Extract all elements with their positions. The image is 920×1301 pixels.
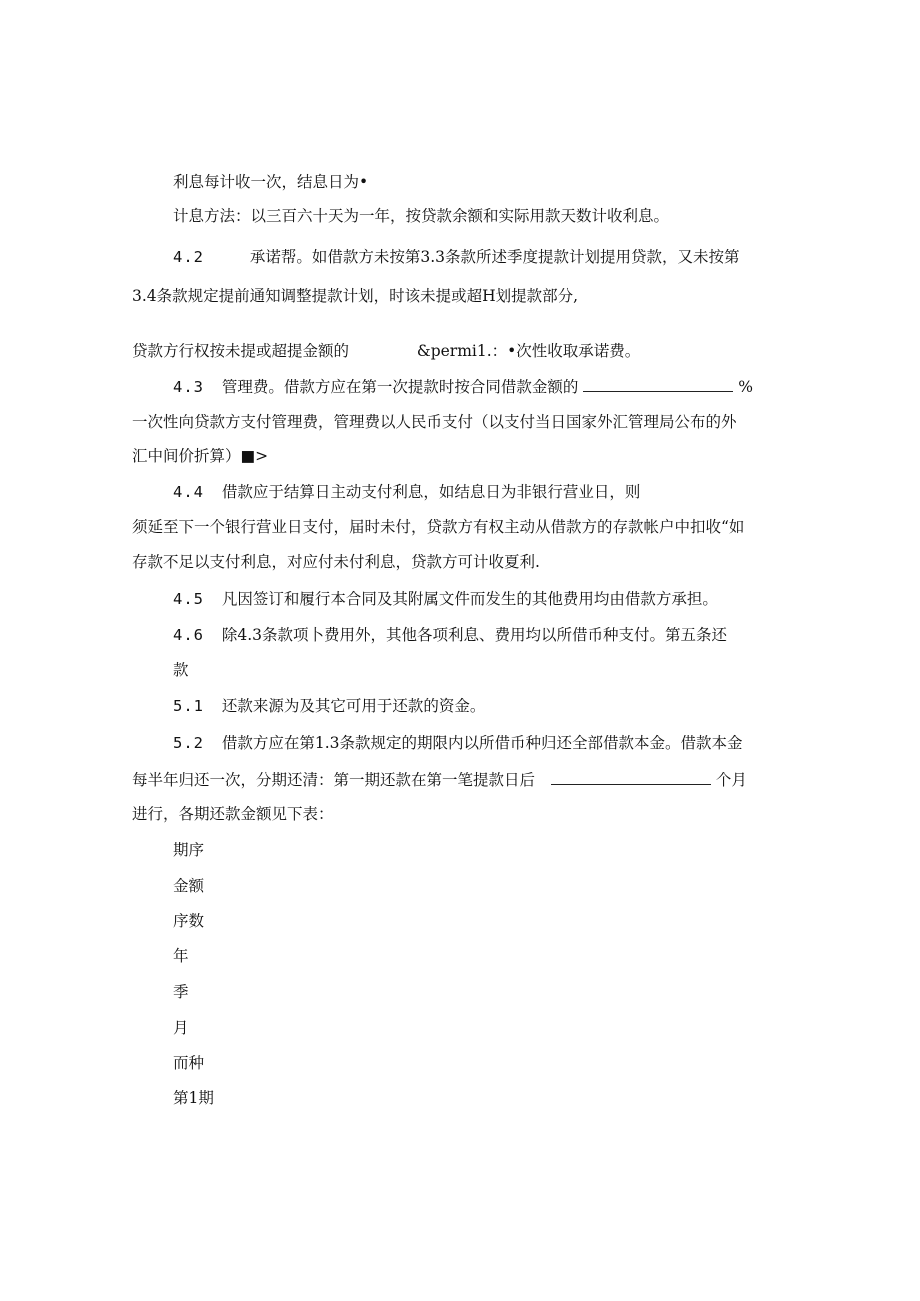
commitment-fee-rate-text: &permi1.：•次性收取承诺费。 bbox=[416, 342, 641, 360]
clause-4-2-line bbox=[173, 247, 740, 267]
table-label-month: 月 bbox=[173, 1019, 189, 1037]
interest-schedule-line: 利息每计收一次，结息日为• bbox=[173, 173, 369, 191]
clause-number: 4.5 bbox=[173, 590, 204, 608]
clause-text: 借款方应在第1.3条款规定的期限内以所借币种归还全部借款本金。借款本金 bbox=[221, 734, 743, 752]
table-label-first-period: 第1期 bbox=[173, 1089, 214, 1107]
clause-text: 凡因签订和履行本合同及其附属文件而发生的其他费用均由借款方承担。 bbox=[221, 590, 718, 608]
interest-method-line: 计息方法：以三百六十天为一年，按贷款余额和实际用款天数计收利息。 bbox=[173, 207, 670, 225]
clause-4-3-continuation: 一次性向贷款方支付管理费，管理费以人民币支付（以支付当日国家外汇管理局公布的外 bbox=[132, 413, 737, 431]
first-repayment-months-blank[interactable] bbox=[551, 770, 711, 785]
table-label-period: 期序 bbox=[173, 841, 205, 859]
table-label-amount: 金额 bbox=[173, 877, 205, 895]
clause-4-5-line bbox=[173, 589, 718, 609]
clause-text: 承诺帮。如借款方未按第3.3条款所述季度提款计划提用贷款，又未按第 bbox=[249, 248, 740, 266]
clause-number: 4.2 bbox=[173, 248, 204, 266]
commitment-fee-text: 贷款方行权按未提或超提金额的 bbox=[132, 342, 350, 360]
clause-5-1-line bbox=[173, 696, 485, 716]
clause-4-4-continuation: 须延至下一个银行营业日支付，届时未付，贷款方有权主动从借款方的存款帐户中扣收“如 bbox=[132, 518, 745, 536]
commitment-fee-line bbox=[132, 341, 640, 361]
clause-number: 5.2 bbox=[173, 734, 204, 752]
clause-text: 管理费。借款方应在第一次提款时按合同借款金额的 bbox=[221, 378, 579, 396]
clause-text: 借款应于结算日主动支付利息，如结息日为非银行营业日，则 bbox=[221, 483, 641, 501]
clause-4-6-line bbox=[173, 625, 727, 645]
clause-5-2-line bbox=[173, 733, 743, 753]
clause-number: 4.6 bbox=[173, 626, 204, 644]
clause-5-2-continuation bbox=[132, 770, 747, 790]
table-label-currency: 而种 bbox=[173, 1054, 205, 1072]
table-label-year: 年 bbox=[173, 947, 189, 965]
clause-4-2-continuation: 3.4条款规定提前通知调整提款计划，时该未提或超H划提款部分, bbox=[132, 287, 579, 305]
clause-4-3-line bbox=[173, 377, 753, 397]
clause-4-4-continuation-2: 存款不足以支付利息，对应付未付利息，贷款方可计收夏利. bbox=[132, 553, 540, 571]
repayment-schedule-text: 每半年归还一次，分期还清：第一期还款在第一笔提款日后 bbox=[132, 771, 536, 789]
percent-sign: % bbox=[738, 378, 753, 396]
clause-4-3-continuation-2: 汇中间价折算）■> bbox=[132, 447, 269, 465]
clause-text: 还款来源为及其它可用于还款的资金。 bbox=[221, 697, 486, 715]
table-label-sequence: 序数 bbox=[173, 912, 205, 930]
clause-number: 4.4 bbox=[173, 483, 204, 501]
table-label-quarter: 季 bbox=[173, 983, 189, 1001]
article-five-heading-tail: 款 bbox=[173, 661, 189, 679]
clause-5-2-continuation-2: 进行，各期还款金额见下表： bbox=[132, 805, 334, 823]
clause-number: 5.1 bbox=[173, 697, 204, 715]
clause-text: 除4.3条款项卜费用外，其他各项利息、费用均以所借币种支付。第五条还 bbox=[221, 626, 728, 644]
clause-number: 4.3 bbox=[173, 378, 204, 396]
months-unit: 个月 bbox=[715, 771, 747, 789]
clause-4-4-line bbox=[173, 482, 640, 502]
management-fee-blank[interactable] bbox=[583, 377, 733, 392]
